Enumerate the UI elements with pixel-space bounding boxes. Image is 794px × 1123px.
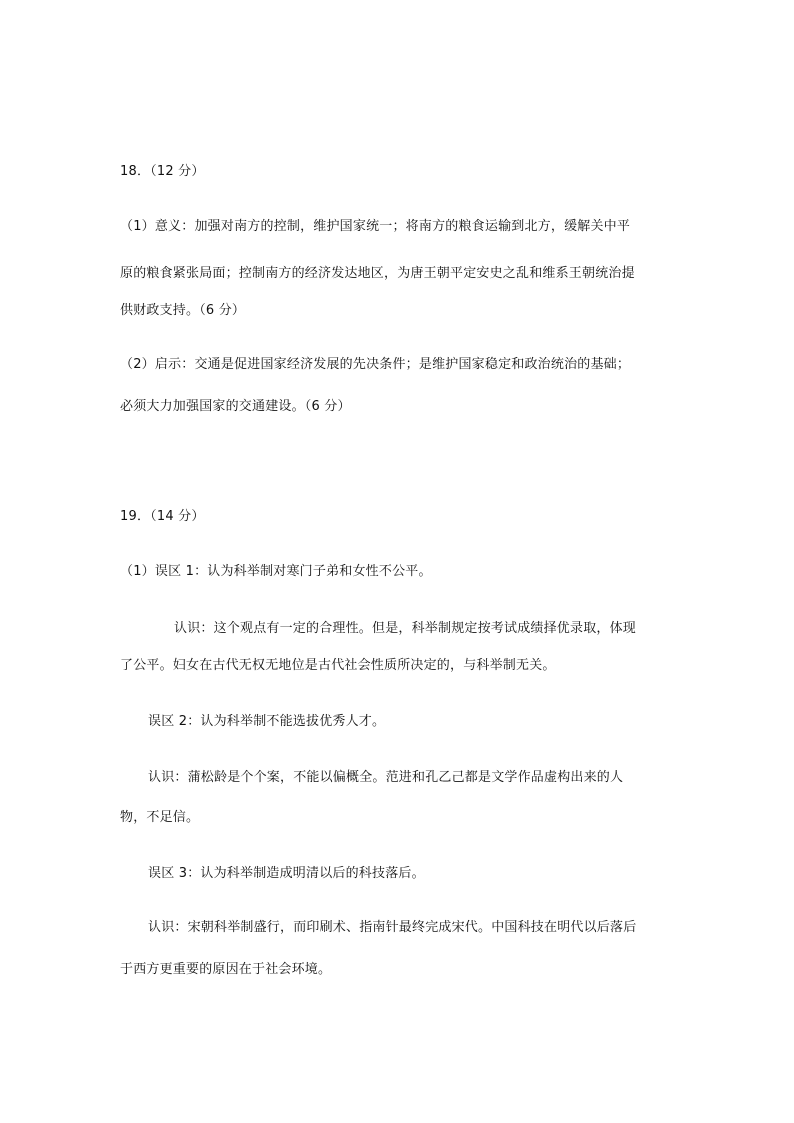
- q18-p2-line1: （2）启示：交通是促进国家经济发展的先决条件；是维护国家稳定和政治统治的基础；: [120, 357, 631, 372]
- q19-heading: 19．（14 分）: [120, 509, 205, 524]
- q19-misconception-2: 误区 2：认为科举制不能选拔优秀人才。: [148, 714, 386, 729]
- q18-p1-line2: 原的粮食紧张局面；控制南方的经济发达地区，为唐王朝平定安史之乱和维系王朝统治提: [120, 266, 635, 281]
- q19-misconception-3: 误区 3：认为科举制造成明清以后的科技落后。: [148, 866, 425, 881]
- q18-heading: 18．（12 分）: [120, 164, 205, 179]
- q19-response-1-line2: 了公平。妇女在古代无权无地位是古代社会性质所决定的，与科举制无关。: [120, 658, 556, 673]
- q18-p1-line1: （1）意义：加强对南方的控制，维护国家统一；将南方的粮食运输到北方，缓解关中平: [120, 219, 631, 234]
- q19-misconception-1: （1）误区 1：认为科举制对寒门子弟和女性不公平。: [120, 564, 432, 579]
- q19-response-2-line1: 认识：蒲松龄是个个案，不能以偏概全。范进和孔乙己都是文学作品虚构出来的人: [148, 770, 624, 785]
- q19-response-1-line1: 认识：这个观点有一定的合理性。但是，科举制规定按考试成绩择优录取，体现: [174, 621, 637, 636]
- q18-p1-line3: 供财政支持。（6 分）: [120, 303, 246, 318]
- q18-p2-line2: 必须大力加强国家的交通建设。（6 分）: [120, 399, 351, 414]
- q19-response-3-line2: 于西方更重要的原因在于社会环境。: [120, 962, 332, 977]
- q19-response-3-line1: 认识：宋朝科举制盛行，而印刷术、指南针最终完成宋代。中国科技在明代以后落后: [148, 920, 637, 935]
- q19-response-2-line2: 物，不足信。: [120, 810, 200, 825]
